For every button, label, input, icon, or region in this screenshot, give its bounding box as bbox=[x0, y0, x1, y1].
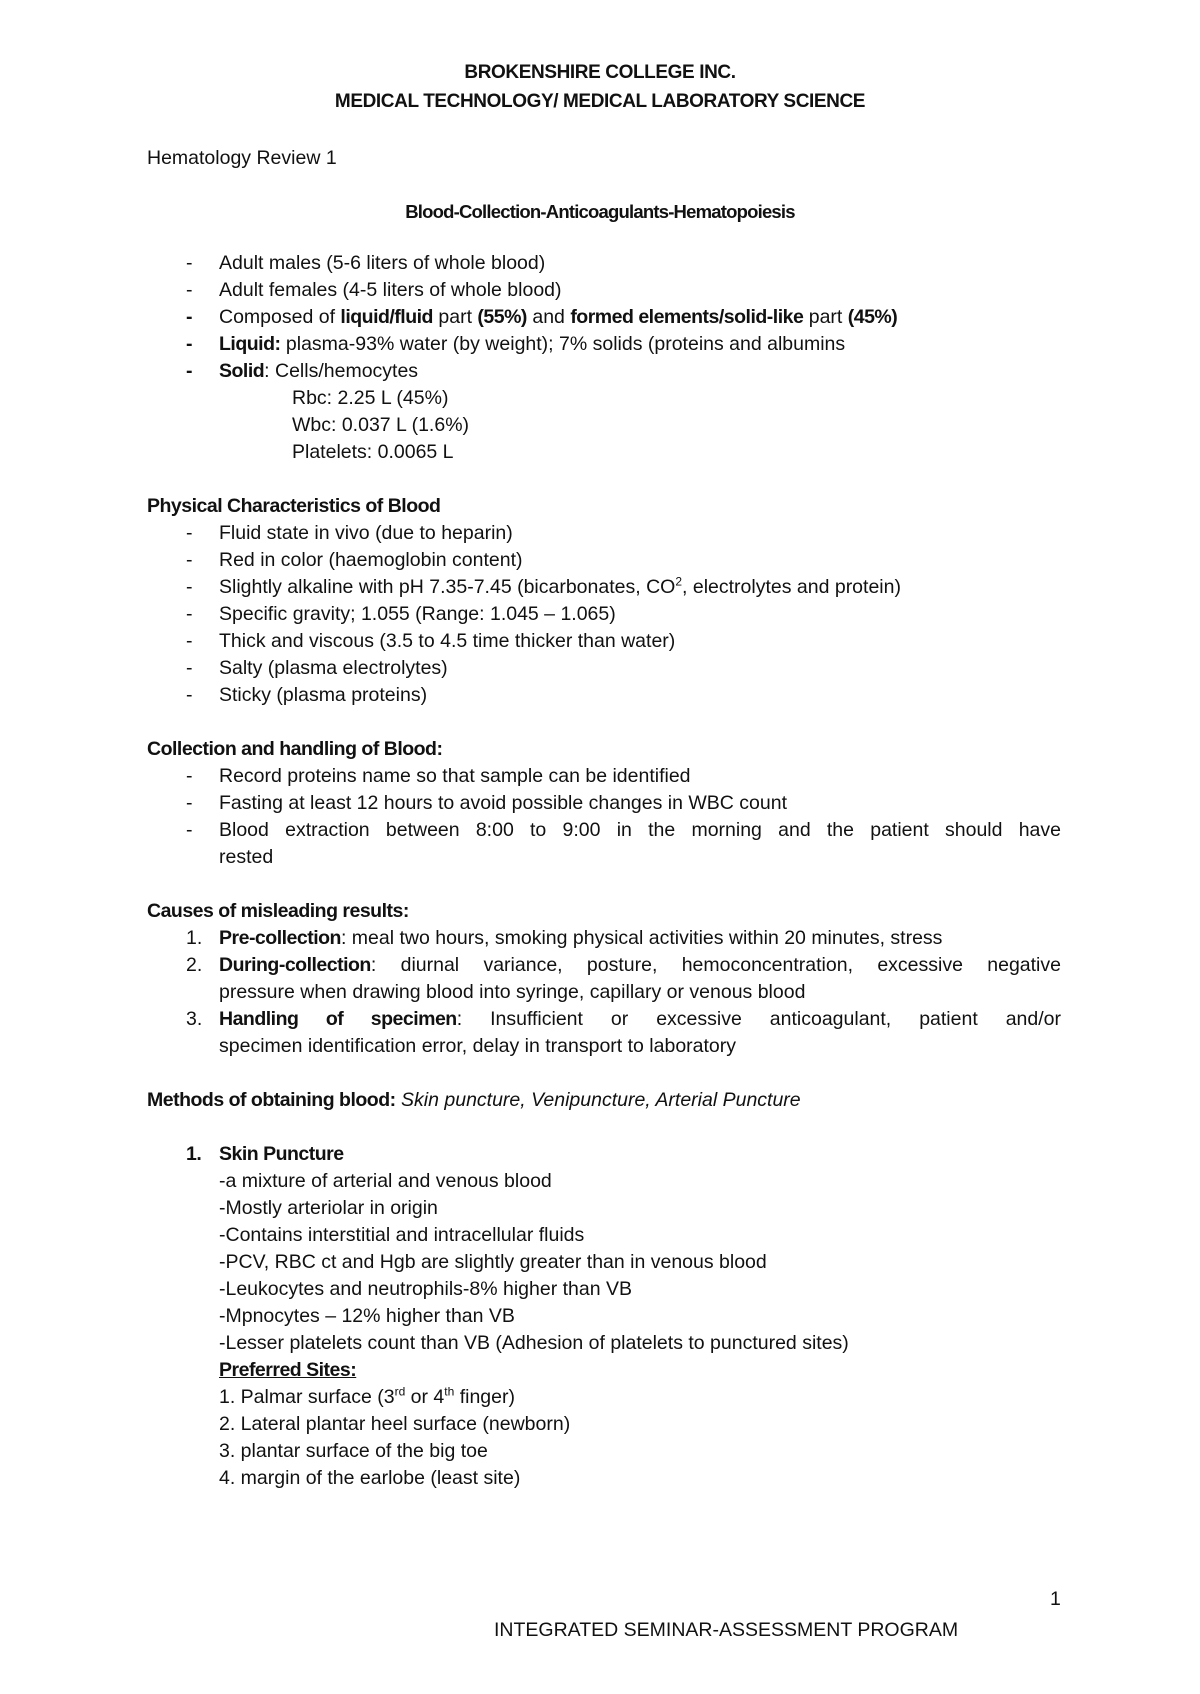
list-item: 2. Lateral plantar heel surface (newborn) bbox=[219, 1413, 571, 1435]
list-item-continuation: pressure when drawing blood into syringe, capillary or venous blood bbox=[219, 981, 806, 1003]
wbc-value: Wbc: 0.037 L (1.6%) bbox=[292, 414, 470, 436]
page-number: 1 bbox=[1050, 1588, 1061, 1610]
physical-heading: Physical Characteristics of Blood bbox=[147, 495, 441, 517]
collection-heading: Collection and handling of Blood: bbox=[147, 738, 443, 760]
list-item: -Mpnocytes – 12% higher than VB bbox=[219, 1305, 515, 1327]
list-item: -PCV, RBC ct and Hgb are slightly greater than in venous blood bbox=[219, 1251, 767, 1273]
list-item-continuation: specimen identification error, delay in transport to laboratory bbox=[219, 1035, 737, 1057]
rbc-value: Rbc: 2.25 L (45%) bbox=[292, 387, 449, 409]
section-title: Blood-Collection-Anticoagulants-Hematopoiesis bbox=[405, 201, 795, 222]
footer-program: INTEGRATED SEMINAR-ASSESSMENT PROGRAM bbox=[494, 1619, 959, 1641]
list-item: 4. margin of the earlobe (least site) bbox=[219, 1467, 521, 1489]
list-item-continuation: rested bbox=[219, 846, 274, 868]
methods-line: Methods of obtaining blood: Skin puncture, Venipuncture, Arterial Puncture bbox=[147, 1089, 801, 1111]
list-item: -Contains interstitial and intracellular fluids bbox=[219, 1224, 585, 1246]
list-item: 1. Palmar surface (3rd or 4th finger) bbox=[219, 1384, 515, 1408]
list-item: -Mostly arteriolar in origin bbox=[219, 1197, 438, 1219]
program-name: MEDICAL TECHNOLOGY/ MEDICAL LABORATORY SCIENCE bbox=[334, 91, 866, 112]
skin-puncture-number: 1. bbox=[186, 1143, 202, 1165]
list-item: -Lesser platelets count than VB (Adhesion of platelets to punctured sites) bbox=[219, 1332, 849, 1354]
list-item: -Leukocytes and neutrophils-8% higher than VB bbox=[219, 1278, 633, 1300]
document-page: BROKENSHIRE COLLEGE INC. MEDICAL TECHNOLOGY/ MEDICAL LABORATORY SCIENCE Hematology Review 1 Blood-Collection-Anticoagulants-Hematopoiesis - Adult males (5-6 liters of whole blood) - Adult females (4-5 liters of whole blood) - Composed of liquid/fluid part (55%) and formed elements/solid-like part (45%) - Liquid: plasma-93% water (by weight); 7% solids (proteins and albumins - Solid: Cells/hemocytes Rbc: 2.25 L (45%) Wbc: 0.037 L (1.6%) Platelets: 0.0065 L Physical Characteristics of Blood - Fluid state in vivo (due to heparin) - Red in color (haemoglobin content) - Slightly alkaline with pH 7.35-7.45 (bicarbonates, $CO^2$, electrolytes and protein) - Specific gravity; 1.055 (Range: 1.045 – 1.065) - Thick and viscous (3.5 to 4.5 time thicker than water) - Salty (plasma electrolytes) - Sticky (plasma proteins) Collection and handling of Blood: - Record proteins name so that sample can be identified - Fasting at least 12 hours to avoid possible changes in WBC count - Blood extraction between 8:00 to 9:00 in the morning and the patient should have rested Causes of misleading results: 1. Pre-collection: meal two hours, smoking physical activities within 20 minutes, stress 2. During-collection: diurnal variance, posture, hemoconcentration, excessive negative pressure when drawing blood into syringe, capillary or venous blood 3. Handling of specimen: Insufficient or excessive anticoagulant, patient and/or specimen identification error, delay in transport to laboratory Methods of obtaining blood: Skin puncture, Venipuncture, Arterial Puncture 1. Skin Puncture -a mixture of arterial and venous blood -Mostly arteriolar in origin -Contains interstitial and intracellular fluids -PCV, RBC ct and Hgb are slightly greater than in venous blood -Leukocytes and neutrophils-8% higher than VB -Mpnocytes – 12% higher than VB -Lesser platelets count than VB (Adhesion of platelets to punctured sites) Preferred Sites: 1. Palmar surface (3rd or 4th finger) 2. Lateral plantar heel surface (newborn) 3. plantar surface of the big toe 4. margin of the earlobe (least site) 1 INTEGRATED SEMINAR-ASSESSMENT PROGRAM bbox=[0, 0, 1200, 1694]
school-name: BROKENSHIRE COLLEGE INC. bbox=[464, 62, 736, 83]
causes-heading: Causes of misleading results: bbox=[147, 900, 409, 922]
list-item: 3. plantar surface of the big toe bbox=[219, 1440, 488, 1462]
review-title: Hematology Review 1 bbox=[147, 147, 337, 169]
skin-puncture-heading: Skin Puncture bbox=[219, 1143, 344, 1165]
preferred-sites-heading: Preferred Sites: bbox=[219, 1359, 357, 1381]
platelets-value: Platelets: 0.0065 L bbox=[292, 441, 454, 463]
list-item: -a mixture of arterial and venous blood bbox=[219, 1170, 552, 1192]
